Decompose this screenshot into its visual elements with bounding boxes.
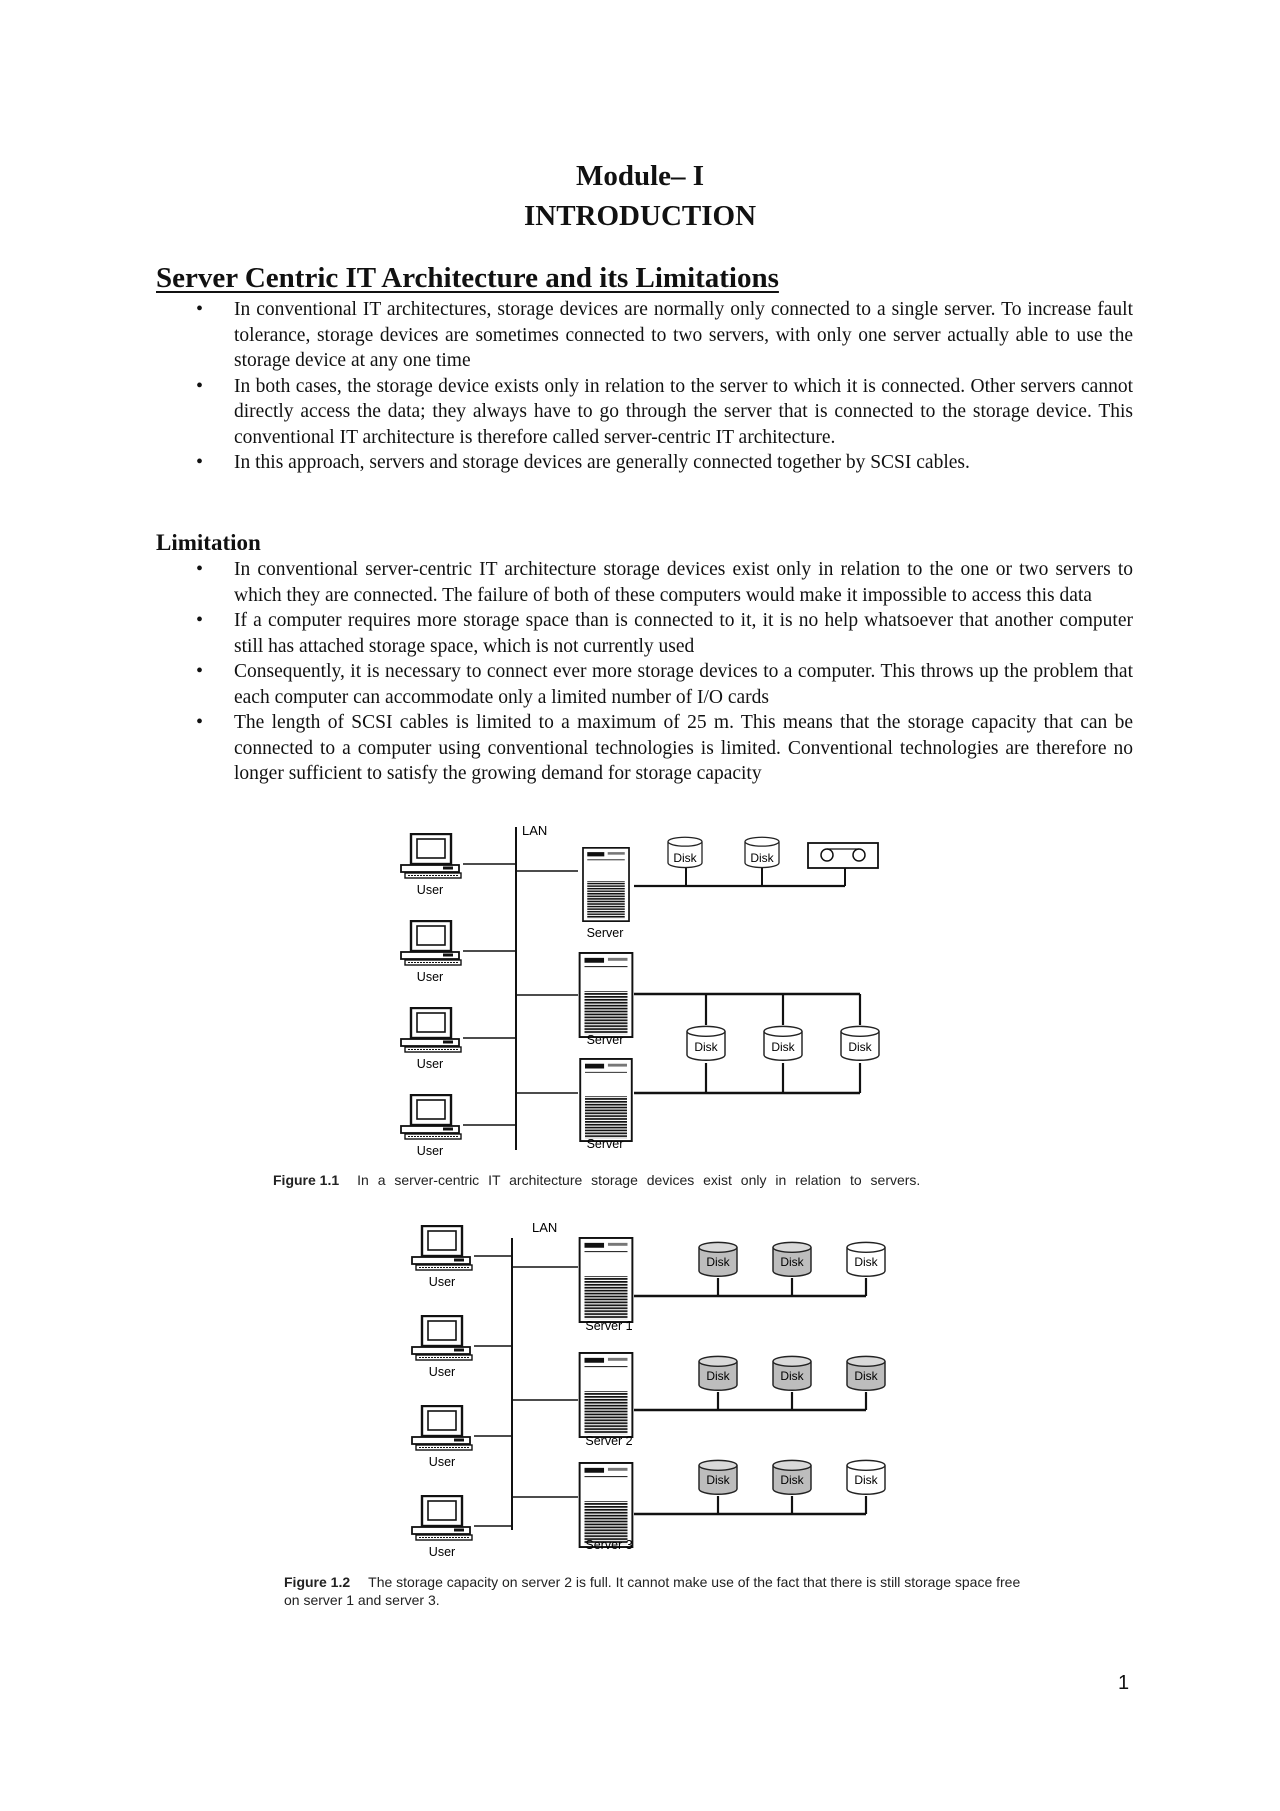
list-item: • In conventional IT architectures, storage devices are normally only connected to a single server. To increase fault tolerance, storage devices are sometimes connected to two servers, with only one server actually able to use the storage device at any one time [156, 297, 1133, 374]
disk-1 [699, 1242, 737, 1276]
user-label: User [416, 883, 444, 897]
user-label: User [428, 1455, 456, 1469]
shared-disk-2 [764, 1026, 802, 1060]
figure-1-2-diagram [412, 1220, 885, 1559]
caption-text: In a server-centric IT architecture storage devices exist only in relation to servers. [357, 1172, 921, 1188]
tape-drive-icon [808, 843, 878, 868]
server-label: Server [586, 1137, 624, 1151]
server-label: Server 2 [585, 1434, 633, 1448]
list-item: • In both cases, the storage device exists only in relation to the server to which it is connected. Other servers cannot directly access the data; they always have to go through the server that is connected to the storage device. This conventional IT architecture is therefore called server-centric IT architecture. [156, 374, 1133, 451]
server-icon [580, 1059, 632, 1141]
user-computer-3 [412, 1406, 472, 1469]
disk-3 [847, 1242, 885, 1276]
list-item: • The length of SCSI cables is limited to a maximum of 25 m. This means that the storage capacity that can be connected to a computer using conventional technologies is limited. Conventional technologies are therefore no longer sufficient to satisfy the growing demand for storage capacity [156, 710, 1133, 787]
list-item: • In conventional server-centric IT architecture storage devices exist only in relation to the one or two servers to which they are connected. The failure of both of these computers would make it impossible to access this data [156, 557, 1133, 608]
disk-label: Disk [706, 1473, 730, 1487]
disk-2 [773, 1356, 811, 1390]
server-icon [580, 1463, 633, 1547]
disk-label: Disk [750, 851, 774, 865]
tape-drive [808, 843, 878, 868]
user-computer-1 [412, 1226, 472, 1289]
server-icon [580, 1238, 633, 1322]
user-computer-2 [412, 1316, 472, 1379]
figure-label: Figure 1.1 [273, 1172, 340, 1188]
computer-icon [401, 1008, 461, 1052]
server-icon [583, 848, 629, 921]
list-item: • Consequently, it is necessary to connect ever more storage devices to a computer. This throws up the problem that each computer can accommodate only a limited number of I/O cards [156, 659, 1133, 710]
caption-text: The storage capacity on server 2 is full. It cannot make use of the fact that there is still storage space free on server 1 and server 3. [284, 1574, 1021, 1608]
disk-2 [773, 1242, 811, 1276]
disk-label: Disk [673, 851, 697, 865]
user-computer-1 [401, 834, 461, 897]
server-1 [580, 1238, 633, 1333]
server-label: Server [586, 1033, 624, 1047]
user-computer-2 [401, 921, 461, 984]
disk-label: Disk [771, 1040, 795, 1054]
user-label: User [428, 1275, 456, 1289]
user-label: User [416, 1057, 444, 1071]
shared-disk-3 [841, 1026, 879, 1060]
disk-3 [847, 1356, 885, 1390]
section-heading-limitation: Limitation [156, 530, 261, 555]
computer-icon [401, 834, 461, 878]
disk-label: Disk [694, 1040, 718, 1054]
disk-label: Disk [780, 1473, 804, 1487]
user-computer-4 [401, 1095, 461, 1158]
disk-label: Disk [706, 1255, 730, 1269]
user-computer-3 [401, 1008, 461, 1071]
disk-label: Disk [780, 1255, 804, 1269]
disk-3 [847, 1460, 885, 1494]
shared-disk-1 [687, 1026, 725, 1060]
user-label: User [428, 1365, 456, 1379]
figure-label: Figure 1.2 [284, 1574, 351, 1590]
server-2 [580, 1353, 633, 1448]
chapter-title: INTRODUCTION [523, 200, 757, 232]
user-label: User [416, 1144, 444, 1158]
server-1 [583, 848, 629, 940]
disk-2 [745, 837, 779, 867]
section-heading-server-centric: Server Centric IT Architecture and its Limitations [156, 262, 779, 294]
server-icon [580, 953, 633, 1037]
server-label: Server [586, 926, 624, 940]
disk-2 [773, 1460, 811, 1494]
figure-1-1-diagram [401, 823, 879, 1158]
server-icon [580, 1353, 633, 1437]
lan-label: LAN [532, 1220, 558, 1235]
server-label: Server 3 [585, 1538, 633, 1552]
module-title: Module– I [575, 160, 705, 192]
page-number: 1 [1118, 1672, 1130, 1694]
list-item: • In this approach, servers and storage devices are generally connected together by SCSI cables. [156, 450, 1133, 476]
disk-label: Disk [854, 1255, 878, 1269]
list-item: • If a computer requires more storage space than is connected to it, it is no help whatsoever that another computer still has attached storage space, which is not currently used [156, 608, 1133, 659]
user-label: User [416, 970, 444, 984]
computer-icon [412, 1226, 472, 1270]
server-3 [580, 1463, 633, 1552]
disk-1 [668, 837, 702, 867]
server-label: Server 1 [585, 1319, 633, 1333]
disk-1 [699, 1356, 737, 1390]
figure-1-2-caption [284, 1573, 1024, 1609]
disk-1 [699, 1460, 737, 1494]
computer-icon [401, 1095, 461, 1139]
user-computer-4 [412, 1496, 472, 1559]
disk-label: Disk [854, 1473, 878, 1487]
disk-label: Disk [848, 1040, 872, 1054]
computer-icon [401, 921, 461, 965]
disk-label: Disk [706, 1369, 730, 1383]
lan-label: LAN [522, 823, 548, 838]
user-label: User [428, 1545, 456, 1559]
computer-icon [412, 1316, 472, 1360]
computer-icon [412, 1406, 472, 1450]
server-2 [580, 953, 633, 1047]
disk-label: Disk [780, 1369, 804, 1383]
computer-icon [412, 1496, 472, 1540]
disk-label: Disk [854, 1369, 878, 1383]
figure-1-1-caption [273, 1171, 1018, 1189]
server-3 [580, 1059, 632, 1151]
